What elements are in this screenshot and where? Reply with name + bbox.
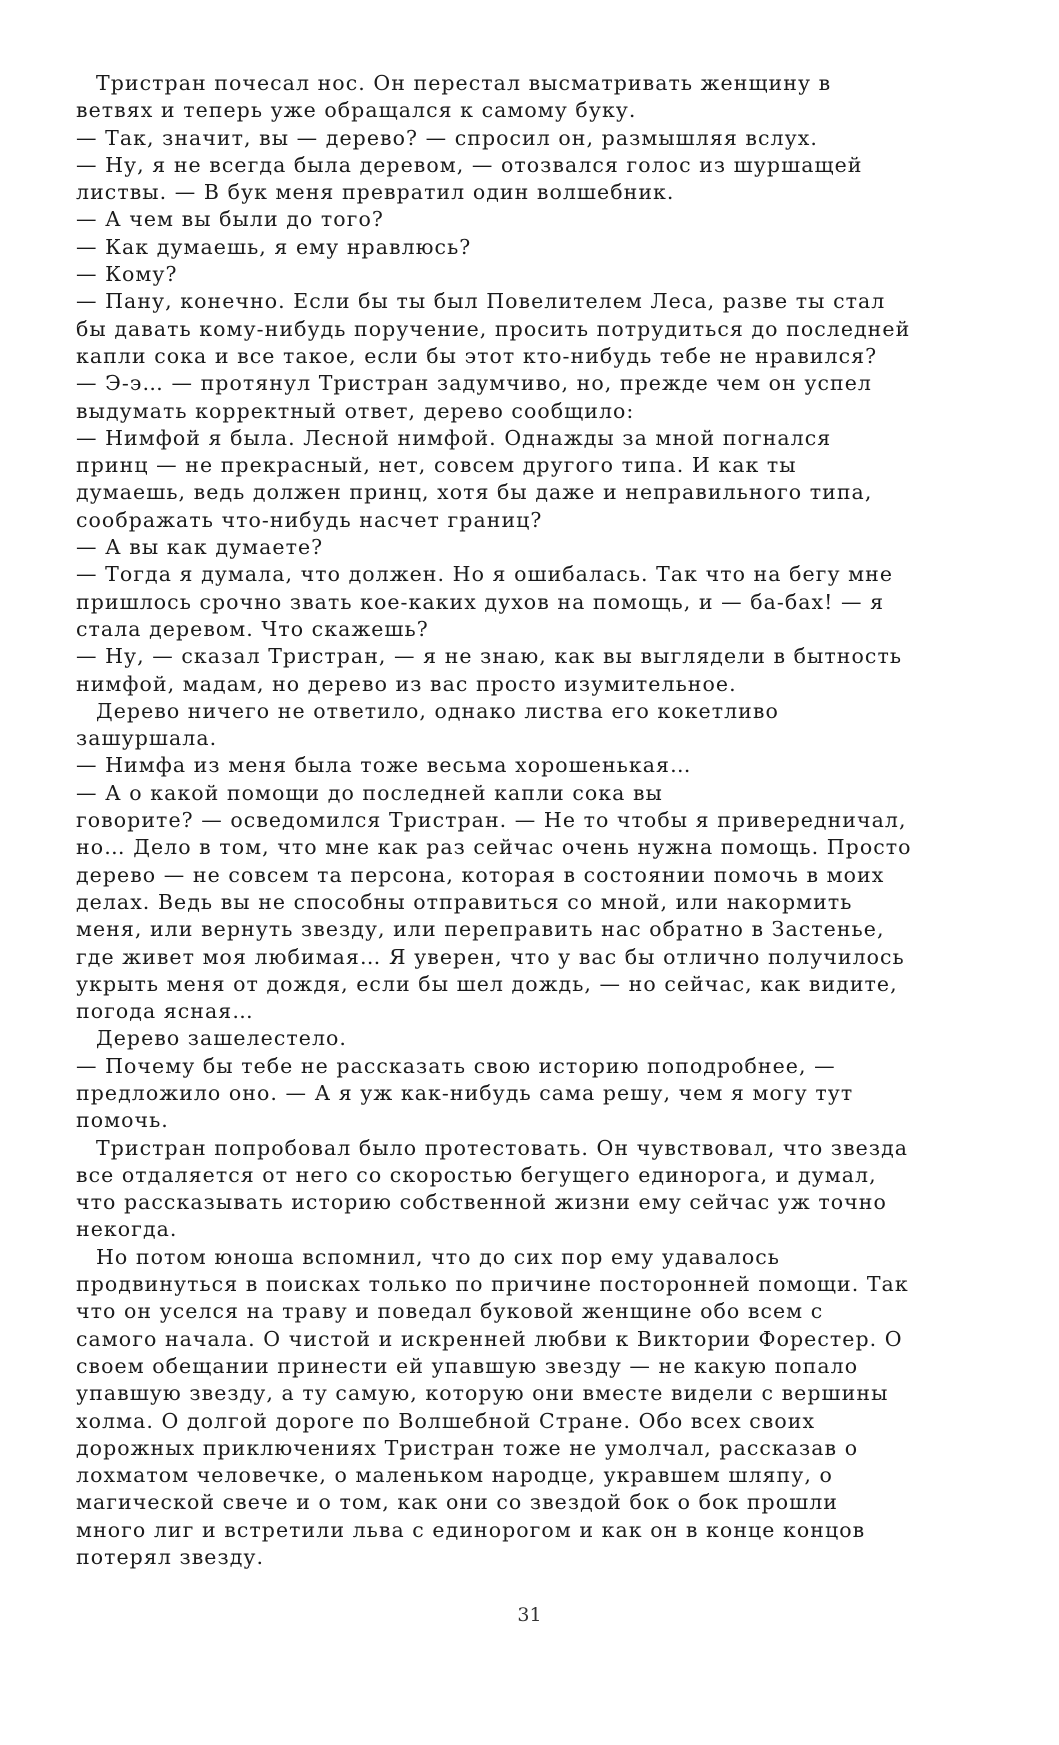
text-line: Дерево зашелестело. [96, 1026, 347, 1051]
text-line: все отдаляется от него со скоростью бегущего единорога, и думал, [76, 1162, 877, 1187]
text-line: некогда. [76, 1217, 178, 1242]
text-line: думаешь, ведь должен принц, хотя бы даже и неправильного типа, [76, 480, 873, 505]
text-line: погода ясная… [76, 999, 254, 1024]
text-line: — А вы как думаете? [76, 535, 324, 560]
text-line: укрыть меня от дождя, если бы шел дождь, — но сейчас, как видите, [76, 971, 898, 996]
text-line: — Ну, я не всегда была деревом, — отозвался голос из шуршащей [76, 152, 863, 177]
text-line: продвинуться в поисках только по причине посторонней помощи. Так [76, 1272, 909, 1297]
text-line: — Нимфой я была. Лесной нимфой. Однажды за мной погнался [76, 425, 832, 450]
text-line: пришлось срочно звать кое-каких духов на помощь, и — ба-бах! — я [76, 589, 885, 614]
text-line: принц — не прекрасный, нет, совсем другого типа. И как ты [76, 453, 797, 478]
text-line: — Почему бы тебе не рассказать свою историю поподробнее, — [76, 1053, 836, 1078]
text-line: что он уселся на траву и поведал буковой женщине обо всем с [76, 1299, 824, 1324]
text-line: Тристран попробовал было протестовать. Он чувствовал, что звезда [96, 1135, 909, 1160]
text-line: зашуршала. [76, 726, 218, 751]
text-line: Дерево ничего не ответило, однако листва его кокетливо [96, 698, 779, 723]
text-line: бы давать кому-нибудь поручение, просить потрудиться до последней [76, 316, 911, 341]
text-line: — Ну, — сказал Тристран, — я не знаю, как вы выглядели в бытность [76, 644, 903, 669]
text-line: — Так, значит, вы — дерево? — спросил он, размышляя вслух. [76, 125, 818, 150]
text-body [76, 70, 996, 1571]
text-line: листвы. — В бук меня превратил один волшебник. [76, 180, 675, 205]
text-line: Но потом юноша вспомнил, что до сих пор ему удавалось [96, 1244, 780, 1269]
text-line: делах. Ведь вы не способны отправиться со мной, или накормить [76, 889, 853, 914]
text-line: — Как думаешь, я ему нравлюсь? [76, 234, 472, 259]
text-line: дорожных приключениях Тристран тоже не умолчал, рассказав о [76, 1435, 859, 1460]
text-line: — Пану, конечно. Если бы ты был Повелителем Леса, разве ты стал [76, 289, 886, 314]
text-line: — Э-э… — протянул Тристран задумчиво, но, прежде чем он успел [76, 371, 872, 396]
text-line: Тристран почесал нос. Он перестал высматривать женщину в [96, 71, 832, 95]
text-line: — А чем вы были до того? [76, 207, 384, 232]
text-line: — Кому? [76, 262, 178, 287]
text-line: лохматом человечке, о маленьком народце, укравшем шляпу, о [76, 1463, 833, 1488]
text-line: стала деревом. Что скажешь? [76, 616, 429, 641]
text-line: много лиг и встретили льва с единорогом и как он в конце концов [76, 1517, 866, 1542]
text-line: своем обещании принести ей упавшую звезду — не какую попало [76, 1353, 859, 1378]
text-line: говорите? — осведомился Тристран. — Не то чтобы я привередничал, [76, 808, 907, 833]
text-line: — Тогда я думала, что должен. Но я ошибалась. Так что на бегу мне [76, 562, 894, 587]
text-line: ветвях и теперь уже обращался к самому буку. [76, 98, 637, 123]
text-line: капли сока и все такое, если бы этот кто-нибудь тебе не нравился? [76, 343, 878, 368]
page-number: 31 [517, 1604, 542, 1626]
text-line: соображать что-нибудь насчет границ? [76, 507, 543, 532]
text-line: помочь. [76, 1108, 169, 1133]
text-line: выдумать корректный ответ, дерево сообщило: [76, 398, 635, 423]
text-line: упавшую звезду, а ту самую, которую они вместе видели с вершины [76, 1381, 889, 1406]
text-line: холма. О долгой дороге по Волшебной Стране. Обо всех своих [76, 1408, 816, 1433]
text-line: нимфой, мадам, но дерево из вас просто изумительное. [76, 671, 737, 696]
text-line: — А о какой помощи до последней капли сока вы [76, 780, 663, 805]
text-line: дерево — не совсем та персона, которая в состоянии помочь в моих [76, 862, 885, 887]
text-line: потерял звезду. [76, 1545, 265, 1570]
text-line: предложило оно. — А я уж как-нибудь сама решу, чем я могу тут [76, 1080, 854, 1105]
text-line: что рассказывать историю собственной жизни ему сейчас уж точно [76, 1190, 887, 1215]
text-line: — Нимфа из меня была тоже весьма хорошенькая… [76, 753, 692, 778]
text-line: где живет моя любимая… Я уверен, что у вас бы отлично получилось [76, 944, 905, 969]
text-line: но… Дело в том, что мне как раз сейчас очень нужна помощь. Просто [76, 835, 912, 860]
text-line: магической свече и о том, как они со звездой бок о бок прошли [76, 1490, 839, 1515]
text-line: меня, или вернуть звезду, или переправить нас обратно в Застенье, [76, 917, 885, 942]
text-line: самого начала. О чистой и искренней любви к Виктории Форестер. О [76, 1326, 903, 1351]
